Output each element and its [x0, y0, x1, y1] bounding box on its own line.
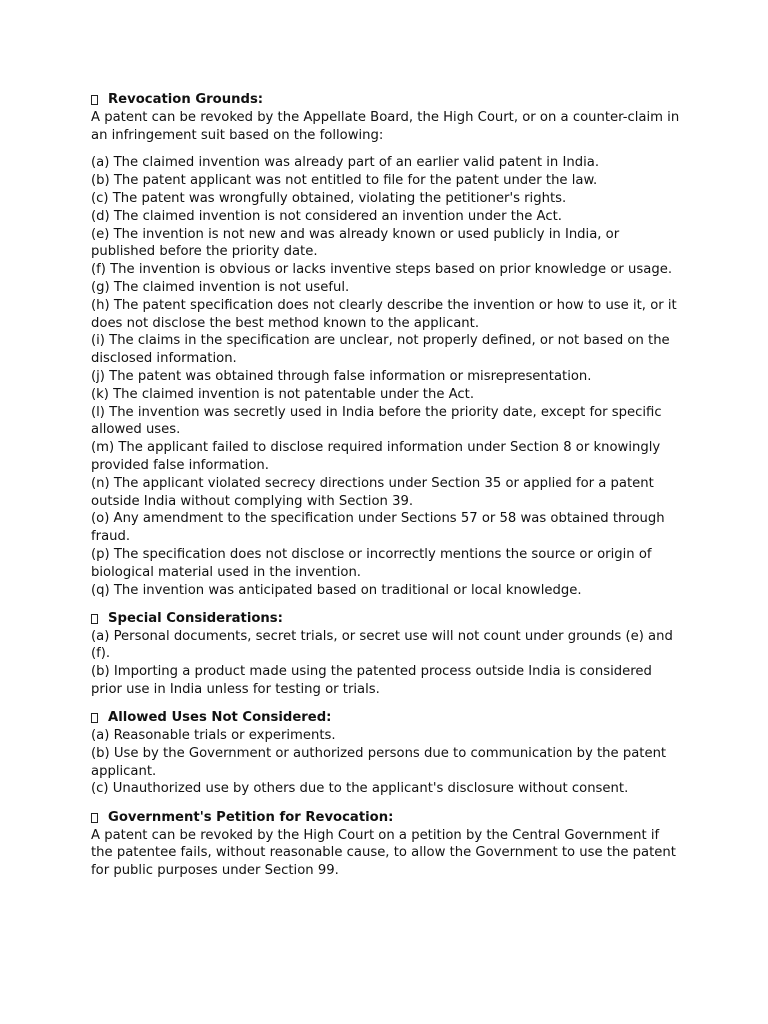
section-government-petition [91, 809, 681, 880]
section-heading-text: Allowed Uses Not Considered: [108, 710, 332, 726]
list-item: (g) The claimed invention is not useful. [91, 279, 350, 295]
list-item: (a) Personal documents, secret trials, or secret use will not count under grounds (e) and (f). [91, 628, 673, 662]
document-page [91, 91, 681, 890]
section-heading [91, 709, 681, 727]
list-item: (n) The applicant violated secrecy directions under Section 35 or applied for a patent outside India without complying with Section 39. [91, 475, 654, 509]
list-item: (l) The invention was secretly used in India before the priority date, except for specific allowed uses. [91, 404, 662, 438]
section-heading [91, 91, 681, 109]
list-item: (i) The claims in the specification are unclear, not properly defined, or not based on the disclosed information. [91, 333, 670, 367]
section-heading-text: Special Considerations: [108, 610, 283, 626]
list-item: (e) The invention is not new and was already known or used publicly in India, or published before the priority date. [91, 226, 620, 260]
list-item: (m) The applicant failed to disclose required information under Section 8 or knowingly provided false information. [91, 440, 661, 473]
list-item: (j) The patent was obtained through false information or misrepresentation. [91, 368, 592, 384]
list-item: (o) Any amendment to the specification under Sections 57 or 58 was obtained through fraud. [91, 511, 665, 545]
list-item: (c) The patent was wrongfully obtained, violating the petitioner's rights. [91, 190, 567, 206]
bullet-box-icon [91, 614, 98, 624]
list-item: (p) The specification does not disclose or incorrectly mentions the source or origin of biological material used in the invention. [91, 546, 652, 580]
list-item: (h) The patent specification does not clearly describe the invention or how to use it, or it does not disclose the best method known to the applicant. [91, 297, 677, 331]
section-heading-text: Revocation Grounds: [108, 92, 264, 107]
list-item: (b) The patent applicant was not entitled to file for the patent under the law. [91, 173, 598, 189]
bullet-box-icon [91, 813, 98, 823]
section-heading-text: Government's Petition for Revocation: [108, 809, 394, 825]
section-intro: A patent can be revoked by the High Court on a petition by the Central Government if the patentee fails, without reasonable cause, to allow the Government to use the patent for public purposes under Section 99. [91, 827, 676, 879]
section-allowed-uses [91, 709, 681, 798]
section-heading [91, 610, 681, 628]
list-item: (a) Reasonable trials or experiments. [91, 728, 336, 744]
section-heading [91, 809, 681, 827]
list-item: (f) The invention is obvious or lacks inventive steps based on prior knowledge or usage. [91, 262, 673, 278]
list-item: (b) Importing a product made using the patented process outside India is considered prior use in India unless for testing or trials. [91, 664, 652, 697]
list-item: (q) The invention was anticipated based on traditional or local knowledge. [91, 582, 582, 598]
list-item: (k) The claimed invention is not patentable under the Act. [91, 386, 475, 402]
bullet-box-icon [91, 713, 98, 723]
section-special-considerations [91, 610, 681, 699]
list-item: (c) Unauthorized use by others due to the applicant's disclosure without consent. [91, 781, 629, 797]
bullet-box-icon [91, 95, 98, 105]
section-intro: A patent can be revoked by the Appellate Board, the High Court, or on a counter-claim in an infringement suit based on the following: [91, 109, 680, 143]
list-item: (b) Use by the Government or authorized persons due to communication by the patent applicant. [91, 745, 667, 779]
list-item: (d) The claimed invention is not considered an invention under the Act. [91, 208, 562, 224]
section-revocation-grounds [91, 91, 681, 599]
list-item: (a) The claimed invention was already part of an earlier valid patent in India. [91, 155, 600, 171]
